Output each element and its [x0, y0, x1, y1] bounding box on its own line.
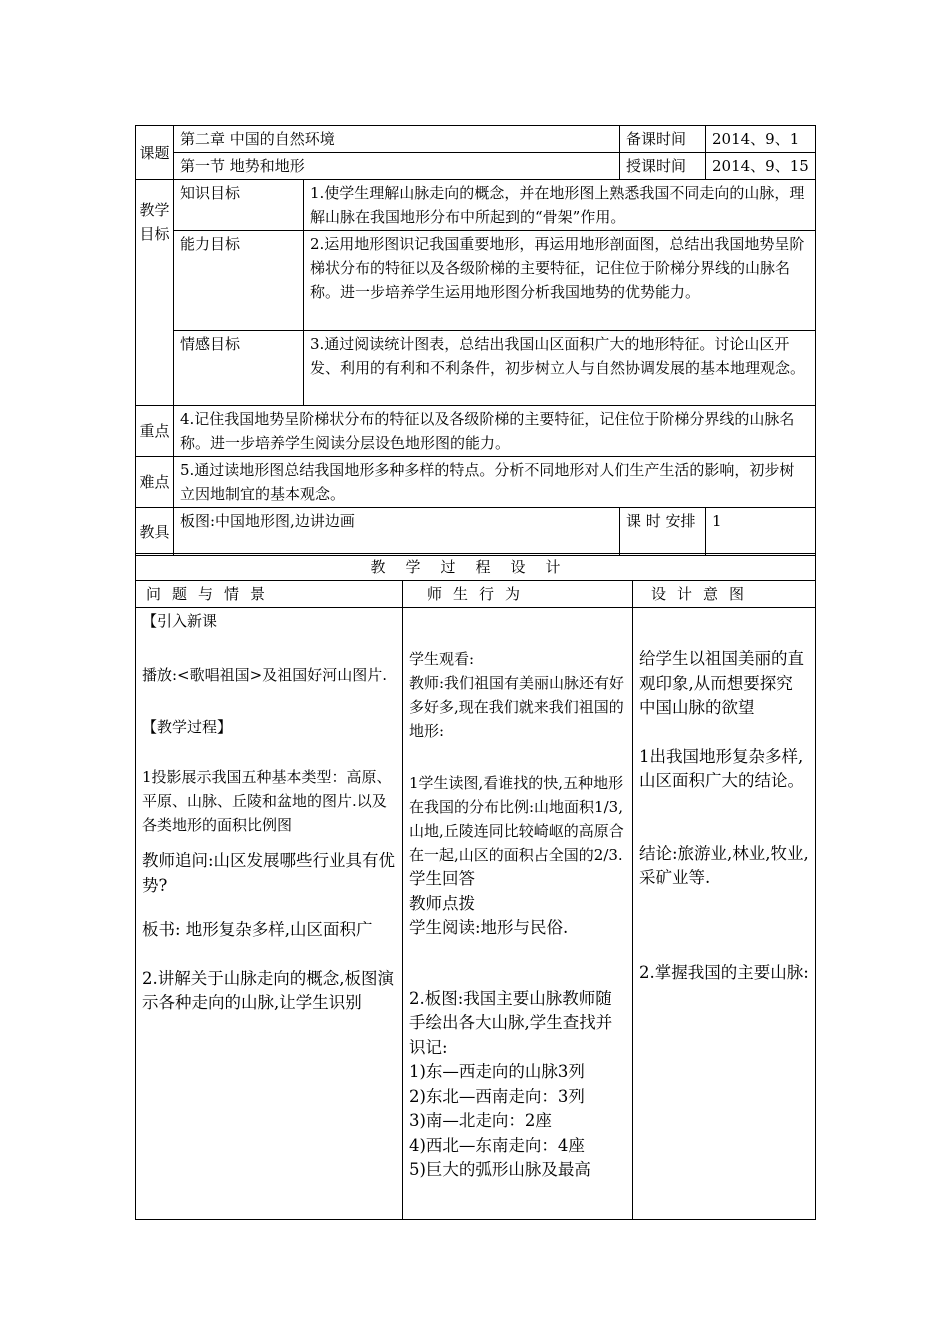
- intent-text: 1出我国地形复杂多样,山区面积广大的结论。: [639, 746, 804, 790]
- action-text: 5)巨大的弧形山脉及最高: [409, 1160, 591, 1179]
- col-header-actions: 师生行为: [403, 581, 633, 608]
- tools-text: 板图:中国地形图,边讲边画: [174, 508, 620, 556]
- difficulty-text: 5.通过读地形图总结我国地形多种多样的特点。分析不同地形对人们生产生活的影响，初步树立因地制宜的基本观念。: [174, 457, 816, 508]
- action-text: 3)南—北走向：2座: [409, 1111, 552, 1130]
- scenario-text: 1投影展示我国五种基本类型：高原、平原、山脉、丘陵和盆地的图片.以及各类地形的面积比例图: [142, 768, 392, 834]
- intent-column: [633, 608, 816, 1220]
- process-table: [135, 553, 816, 1220]
- objective-name: 能力目标: [174, 231, 304, 331]
- col-header-intent: 设计意图: [633, 581, 816, 608]
- scenario-text: 【引入新课: [142, 612, 218, 630]
- keypoint-label: 重点: [136, 406, 174, 457]
- action-text: 学生回答: [409, 869, 475, 888]
- hours-label: 课 时 安排: [620, 508, 706, 556]
- objectives-label: 教学目标: [136, 180, 174, 406]
- lesson-info-table: [135, 125, 816, 556]
- objective-name: 知识目标: [174, 180, 304, 231]
- objective-text: 2.运用地形图识记我国重要地形，再运用地形剖面图，总结出我国地势呈阶梯状分布的特征以及各级阶梯的主要特征，记住位于阶梯分界线的山脉名称。进一步培养学生运用地形图分析我国地势的优势能力。: [304, 231, 816, 331]
- scenario-text: 板书: 地形复杂多样,山区面积广: [142, 920, 373, 939]
- action-text: 2)东北—西南走向：3列: [409, 1086, 585, 1106]
- tools-label: 教具: [136, 508, 174, 556]
- actions-column: [403, 608, 633, 1220]
- objective-name: 情感目标: [174, 331, 304, 406]
- prep-time-label: 备课时间: [620, 126, 706, 153]
- hours-value: 1: [706, 508, 816, 556]
- intent-text: 2.掌握我国的主要山脉:: [639, 962, 809, 982]
- col-header-scenario: 问题与情景: [136, 581, 403, 608]
- action-text: 4)西北—东南走向：4座: [409, 1135, 585, 1155]
- intent-text: 给学生以祖国美丽的直观印象,从而想要探究中国山脉的欲望: [639, 649, 804, 717]
- difficulty-label: 难点: [136, 457, 174, 508]
- action-text: 教师:我们祖国有美丽山脉还有好多好多,现在我们就来我们祖国的地形:: [409, 674, 625, 740]
- action-text: 学生阅读:地形与民俗.: [409, 918, 569, 937]
- objective-text: 3.通过阅读统计图表，总结出我国山区面积广大的地形特征。讨论山区开发、利用的有利和不利条件，初步树立人与自然协调发展的基本地理观念。: [304, 331, 816, 406]
- objective-text: 1.使学生理解山脉走向的概念，并在地形图上熟悉我国不同走向的山脉，理解山脉在我国地形分布中所起到的“骨架”作用。: [304, 180, 816, 231]
- action-text: 教师点拨: [409, 893, 475, 913]
- action-text: 1)东—西走向的山脉3列: [409, 1062, 585, 1081]
- section-title: 第一节 地势和地形: [174, 153, 620, 180]
- topic-label: 课题: [136, 126, 174, 180]
- action-text: 1学生读图,看谁找的快,五种地形在我国的分布比例:山地面积1/3,山地,丘陵连同比较崎岖的高原合在一起,山区的面积占全国的2/3.: [409, 774, 624, 864]
- scenario-text: 教师追问:山区发展哪些行业具有优势?: [142, 851, 396, 895]
- scenario-text: 2.讲解关于山脉走向的概念,板图演示各种走向的山脉,让学生识别: [142, 968, 394, 1012]
- chapter-title: 第二章 中国的自然环境: [174, 126, 620, 153]
- teach-time-value: 2014、9、15: [706, 153, 816, 180]
- intent-text: 结论:旅游业,林业,牧业,采矿业等.: [639, 843, 809, 887]
- scenario-text: 播放:<歌唱祖国>及祖国好河山图片.: [142, 666, 387, 684]
- prep-time-value: 2014、9、1: [706, 126, 816, 153]
- teach-time-label: 授课时间: [620, 153, 706, 180]
- action-text: 学生观看:: [409, 650, 475, 668]
- process-title: 教学过程设计: [136, 554, 816, 581]
- action-text: 2.板图:我国主要山脉教师随手绘出各大山脉,学生查找并识记:: [409, 988, 613, 1057]
- scenario-column: [136, 608, 403, 1220]
- scenario-text: 【教学过程】: [142, 718, 233, 736]
- keypoint-text: 4.记住我国地势呈阶梯状分布的特征以及各级阶梯的主要特征，记住位于阶梯分界线的山脉名称。进一步培养学生阅读分层设色地形图的能力。: [174, 406, 816, 457]
